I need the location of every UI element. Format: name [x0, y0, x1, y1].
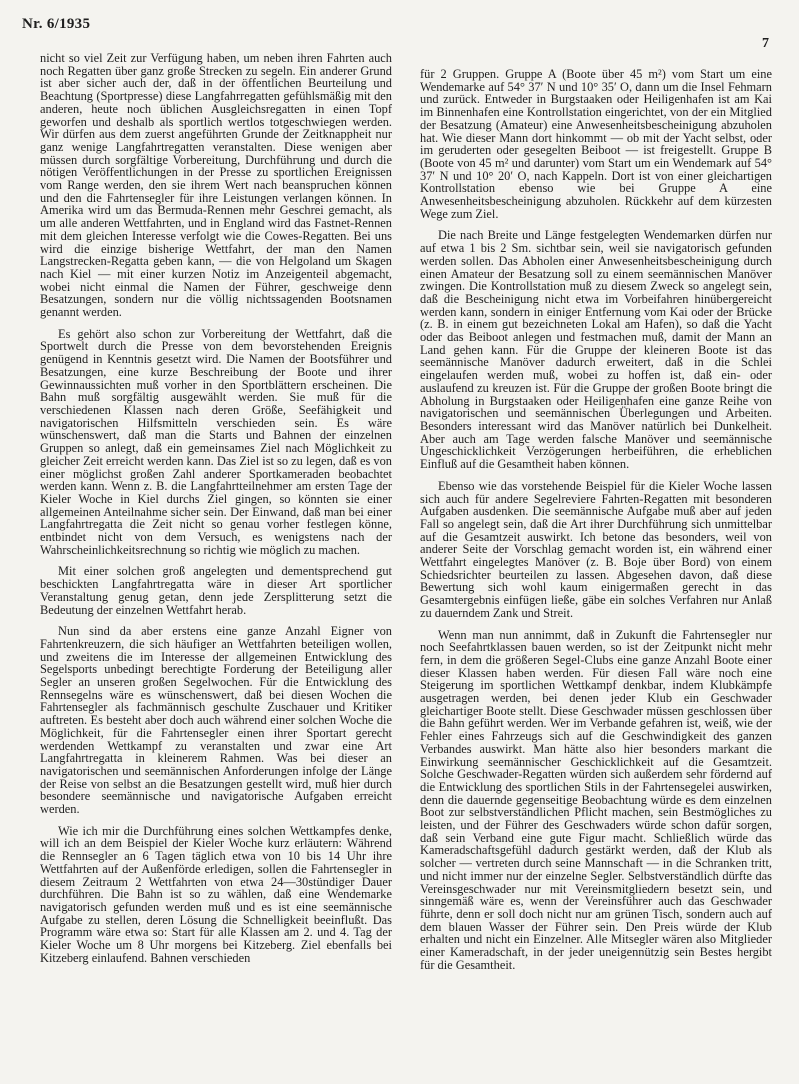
paragraph: Mit einer solchen groß angelegten und dementsprechend gut beschickten Langfahrtregatta wäre in dieser Art sportlicher Veranstaltung genug getan, denn jede Zersplitterung setzt die Bedeutung der einzelnen Wettfahrt herab. — [40, 564, 392, 617]
paragraph: Nun sind da aber erstens eine ganze Anzahl Eigner von Fahrtenkreuzern, die sich häufiger an Wettfahrten beteiligen wollen, und zweitens die im Interesse der allgemeinen Entwicklung des Segelsports unbedingt berechtigte Forderung der Beteiligung aller Segler an unseren großen Segelwochen. Für die Entwicklung des Rennsegelns wäre es wünschenswert, daß bei diesen Wochen die Fahrtensegler als fachmännisch geschulte Zuschauer und Kritiker auftreten. Es besteht aber doch auch während einer solchen Woche die Möglichkeit, für die Fahrtensegler einen ihrer Sportart gerecht werdenden Wettkampf zu veranstalten und zwar eine Art Langfahrtregatta in kleinerem Rahmen. Was bei dieser an navigatorischen und seemännischen Anforderungen infolge der Länge der Reise von selbst an die Besatzungen gestellt wird, muß hier durch besondere seemännische und navigatorische Aufgaben erreicht werden. — [40, 624, 392, 817]
paragraph: Wie ich mir die Durchführung eines solchen Wettkampfes denke, will ich an dem Beispiel der Kieler Woche kurz erläutern: Während die Rennsegler an 6 Tagen täglich etwa von 10 bis 14 Uhr ihre Wettfahrten auf der Außenförde erledigen, sollen die Fahrtensegler in diesem Zeitraum 2 Wettfahrten von etwa 24—30stündiger Dauer durchführen. Die Bahn ist so zu wählen, daß eine Wendemarke navigatorisch gefunden werden muß und es ist eine seemännische Aufgabe zu stellen, deren Lösung die Schnelligkeit beeinflußt. Das Programm wäre etwa so: Start für alle Klassen am 2. und 4. Tag der Kieler Woche um 8 Uhr morgens bei Kitzeberg. Ziel ebenfalls bei Kitzeberg einlaufend. Bahnen verschieden — [40, 823, 392, 965]
paragraph: Es gehört also schon zur Vorbereitung der Wettfahrt, daß die Sportwelt durch die Presse von dem bevorstehenden Ereignis genügend in Kenntnis gesetzt wird. Die Namen der Bootsführer und Besatzungen, eine kurze Beschreibung der Boote und ihrer Gewinnaussichten muß vorher in den Sportblättern erscheinen. Die Bahn muß sorgfältig ausgewählt werden. Sie muß für die verschiedenen Klassen nach deren Größe, Seefähigkeit und navigatorischen Hilfsmitteln verschieden sein. Es wäre wünschenswert, daß man die Starts und Bahnen der einzelnen Gruppen so anlegt, daß ein gemeinsames Ziel nach Möglichkeit zu gleicher Zeit erreicht werden kann. Das Ziel ist so zu legen, daß es von einer möglichst großen Zahl anderer Sportkameraden beobachtet werden kann. Wenn z. B. die Langfahrtteilnehmer am ersten Tage der Kieler Woche in Kiel durchs Ziel gingen, so könnten sie einer allgemeinen Anteilnahme sicher sein. Der Einwand, daß man bei einer Langfahrtregatta die Zeit nicht so genau vorher festlegen könne, entbindet nicht von dem Versuch, es wenigstens nach der Wahrscheinlichkeitsrechnung so richtig wie möglich zu machen. — [40, 326, 392, 557]
paragraph: Ebenso wie das vorstehende Beispiel für die Kieler Woche lassen sich auch für andere Segelreviere Fahrten-Regatten mit besonderen Aufgaben ausdenken. Die seemännische Aufgabe muß aber auf jeden Fall so angelegt sein, daß die Art ihrer Durchführung sich unmittelbar auf die Gesamtzeit auswirkt. Ich betone das besonders, weil von anderer Seite der Vorschlag gemacht worden ist, ein während einer Wettfahrt eingelegtes Manöver (z. B. Boje über Bord) von einem Schiedsrichter beurteilen zu lassen. Abgesehen davon, daß diese Bewertung sich wohl kaum einigermaßen gerecht in das Gesamtergebnis einfügen ließe, gäbe ein solches Verfahren nur Anlaß zu dauerndem Zank und Streit. — [420, 478, 772, 620]
page-number: 7 — [762, 36, 769, 51]
right-text-column — [420, 68, 772, 1082]
paragraph: Die nach Breite und Länge festgelegten Wendemarken dürfen nur auf etwa 1 bis 2 Sm. sichtbar sein, weil sie navigatorisch gefunden werden sollen. Das Abholen einer Anwesenheitsbescheinigung durch einen Amateur der Besatzung soll zu einem seemännischen Manöver zwingen. Die Kontrollstation muß zu diesem Zweck so angelegt sein, daß die Bescheinigung nicht etwa im Vorbeifahren hinübergereicht werden kann, sondern in einiger Entfernung vom Kai oder der Brücke (z. B. in einem gut bezeichneten Lokal am Hafen), so daß die Yacht oder das Beiboot anlegen und festmachen muß, damit der Mann an Land gehen kann. Für die Gruppe der kleineren Boote ist das seemännische Manöver dadurch erweitert, daß in die Schlei eingelaufen werden muß, wobei zu hoffen ist, daß ein- oder auslaufend zu kreuzen ist. Für die Gruppe der großen Boote bringt die Abholung in Burgstaaken oder Heiligenhafen eine ganze Reihe von navigatorischen und seemännischen Überlegungen und Arbeiten. Besonders interessant wird das Manöver natürlich bei Dunkelheit. Aber auch am Tage werden falsche Manöver und seemännische Ungeschicklichkeit Verzögerungen herbeiführen, die erheblichen Einfluß auf die Gesamtheit haben können. — [420, 228, 772, 472]
paragraph: nicht so viel Zeit zur Verfügung haben, um neben ihren Fahrten auch noch Regatten über ganz große Strecken zu segeln. Ein anderer Grund ist aber sicher auch der, daß in der öffentlichen Beurteilung und Beachtung (Sportpresse) diese Langfahrregatten gefühlsmäßig mit den anderen, heute noch üblichen Ausgleichsregatten in einen Topf geworfen und deshalb als sportlich wertlos totgeschwiegen werden. Wir dürfen aus dem zuerst angeführten Grunde der Zeitknappheit nur ganz wenige Langfahrtregatten veranstalten. Diese wenigen aber müssen durch sorgfältige Vorbereitung, Durchführung und durch die nötigen Veröffentlichungen in der Presse zu sportlichen Ereignissen vom Range werden, den sie ihrem Wert nach beanspruchen können und den die Fahrtensegler für ihre Leistungen verlangen können. In Amerika wird um das Bermuda-Rennen mehr Geschrei gemacht, als um alle anderen Wettfahrten, und in England wird das Fastnet-Rennen mit dem gleichen Interesse verfolgt wie die Cowes-Regatten. Bei uns wird die einzige bisherige Wettfahrt, der man den Namen Langstrecken-Regatta geben kann, — die von Helgoland um Skagen nach Kiel — mit einer kurzen Notiz im Anzeigenteil abgemacht, wobei nicht einmal die Namen der Führer, geschweige denn Besatzungen, sondern nur die völlig nichtssagenden Bootsnamen genannt werden. — [40, 52, 392, 320]
issue-number: Nr. 6/1935 — [22, 16, 91, 32]
paragraph: für 2 Gruppen. Gruppe A (Boote über 45 m²) vom Start um eine Wendemarke auf 54° 37′ N und 10° 35′ O, dann um die Insel Fehmarn und zurück. Entweder in Burgstaaken oder Heiligenhafen ist am Kai im Binnenhafen eine Kontrollstation eingerichtet, von der ein Mitglied der Besatzung (Amateur) eine Anwesenheitsbescheinigung abzuholen hat. Wie dieser Mann dort hinkommt — ob mit der Yacht selbst, oder im geruderten oder gesegelten Beiboot — ist freigestellt. Gruppe B (Boote von 45 m² und darunter) vom Start um ein Wendemark auf 54° 37′ N und 10° 20′ O, nach Kappeln. Dort ist von einer gleichartigen Kontrollstation ebenso wie bei Gruppe A eine Anwesenheitsbescheinigung abzuholen. Rückkehr auf dem kürzesten Wege zum Ziel. — [420, 68, 772, 221]
paragraph: Wenn man nun annimmt, daß in Zukunft die Fahrtensegler nur noch Seefahrtklassen bauen werden, so ist der Zeitpunkt nicht mehr fern, in dem die größeren Segel-Clubs eine ganze Anzahl Boote einer dieser Klassen haben werden. Für diesen Fall wäre noch eine Steigerung im sportlichen Wettkampf denkbar, indem Klubkämpfe ausgetragen werden, bei denen jeder Klub ein Geschwader gleichartiger Boote stellt. Diese Geschwader müssen geschlossen über die Bahn geführt werden. Wer im Verbande gefahren ist, weiß, wie der Fehler eines Fahrzeugs sich auf die Geschwindigkeit des ganzen Verbandes auswirkt. Man hätte also hier besonders markant die Einwirkung seemännischer Geschicklichkeit auf die Gesamtzeit. Solche Geschwader-Regatten würden sich außerdem sehr fördernd auf die Entwicklung des sportlichen Stils in der Fahrtensegelei auswirken, denn die dauernde gegenseitige Beobachtung würde es dem einzelnen Boot zur selbstverständlichen Pflicht machen, sein Bestmögliches zu leisten, und der Führer des Geschwaders würde schon dafür sorgen, daß sein Verband eine gute Figur macht. Schließlich würde das Kameradschaftsgefühl dadurch gestärkt werden, daß der Klub als solcher — vertreten durch seine Mannschaft — in die Schranken tritt, und nicht immer nur der einzelne Segler. Selbstverständlich dürfte das Vereinsgeschwader nur mit Vereinsmitgliedern besetzt sein, und sinngemäß wäre es, wenn der Vereinsführer auch das Geschwader führte, denn er soll doch nicht nur am grünen Tisch, sondern auch auf dem blauen Wasser der Führer sein. Den Preis würde der Klub erhalten und nicht ein Einzelner. Alle Mitsegler wären also Mitglieder einer Kameradschaft, in der jeder uneigennützig sein Bestes hergibt für die Gesamtheit. — [420, 627, 772, 972]
left-text-column — [40, 52, 392, 1082]
